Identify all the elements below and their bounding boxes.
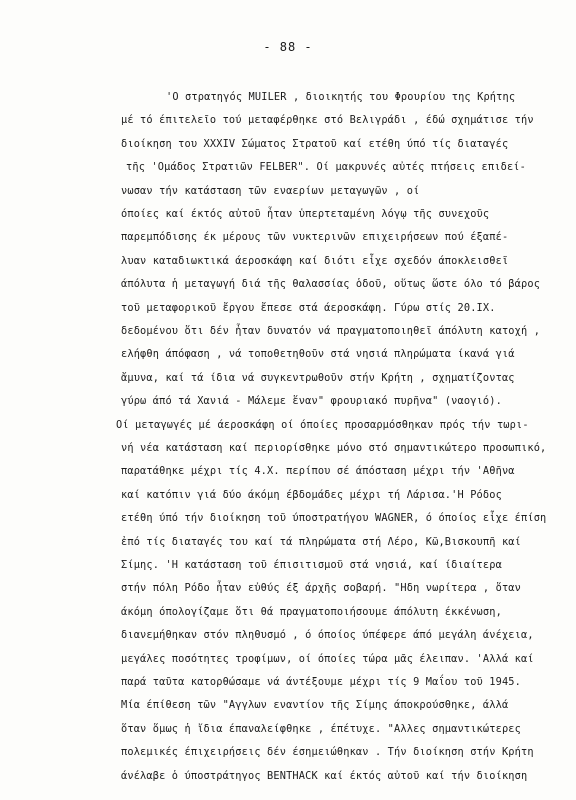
text-line: γύρω άπό τά Χανιά - Μάλεμε ἕναν" φρουριακό πυρῆνα" (ναογιό). (121, 395, 502, 408)
text-line: ελήφθη άπόφαση , νά τοποθετηθοῦν στά νησιά πληρώματα ίκανά γιά (121, 348, 515, 361)
text-line: Οί μεταγωγές μέ άεροσκάφη οί όποίες προσαρμόσθηκαν πρός τήν τωρι- (116, 418, 529, 431)
text-line: παρατάθηκε μέχρι τίς 4.Χ. περίπου σέ άπόσταση μέχρι τήν 'Αθῆνα (121, 465, 515, 478)
text-line: διοίκηση του XXXIV Σώματος Στρατοῦ καί ετέθη ύπό τίς διαταγές (121, 137, 509, 150)
text-line: άπόλυτα ἡ μεταγωγή διά τῆς θαλασσίας ὁδοῦ, οὕτως ὥστε όλο τό βάρος (121, 278, 541, 291)
text-line: μεγάλες ποσότητες τροφίμων, οί όποίες τώρα μᾶς έλειπαν. 'Αλλά καί (121, 652, 534, 665)
text-line: Μία έπίθεση τῶν "Αγγλων εναντίον τῆς Σίμης άποκρούσθηκε, άλλά (121, 699, 509, 712)
text-line: νωσαν τήν κατάσταση τῶν εναερίων μεταγωγῶν , οί (121, 184, 420, 197)
text-line: παρά ταῦτα κατορθώσαμε νά άντέξουμε μέχρι τίς 9 Μαΐου τοῦ 1945. (121, 676, 522, 688)
text-line: παρεμπόδισης έκ μέρους τῶν νυκτερινῶν επιχειρήσεων πού έξαπέ- (121, 231, 509, 244)
text-line: άνέλαβε ὁ ύποστράτηγος BENTHACK καί έκτός αὐτοῦ καί τήν διοίκηση (121, 769, 528, 782)
text-line: στήν πόλη Ρόδο ἦταν εὐθύς έξ άρχῆς σοβαρή. "Ηδη νωρίτερα , ὅταν (121, 582, 522, 595)
text-line: ὅταν ὅμως ἡ ἴδια έπαναλείφθηκε , έπέτυχε. "Αλλες σημαντικώτερες (121, 722, 522, 735)
text-line: μέ τό έπιτελεῖο τού μεταφέρθηκε στό Βελιγράδι , έδώ σχημάτισε τήν (121, 114, 534, 127)
text-line: τοῦ μεταφορικοῦ ἔργου ἔπεσε στά άεροσκάφη. Γύρω στίς 20.ΙΧ. (121, 301, 496, 314)
text-line: ετέθη ύπό τήν διοίκηση τοῦ ύποστρατήγου WAGNER, ό όποίος εἶχε έπίση (121, 512, 547, 525)
page-number: - 88 - (263, 40, 313, 54)
text-line: νή νέα κατάσταση καί περιορίσθηκε μόνο στό σημαντικώτερο προσωπικό, (121, 442, 547, 454)
text-line: δεδομένου ὅτι δέν ἦταν δυνατόν νά πραγματοποιηθεῖ άπόλυτη κατοχή , (121, 325, 541, 337)
text-line: όποίες καί έκτός αὐτοῦ ἦταν ὑπερτεταμένη λόγῳ τῆς συνεχοῦς (121, 208, 490, 220)
text-line: ἐπό τίς διαταγές του καί τά πληρώματα στή Λέρο, Κῶ,Βισκουπῆ καί (121, 535, 522, 548)
text-line: πολεμικές έπιχειρήσεις δέν έσημειώθηκαν . Τήν διοίκηση στήν Κρήτη (121, 746, 534, 759)
text-line: 'Ο στρατηγός MUILER , διοικητής του Φρουρίου της Κρήτης (166, 91, 516, 103)
text-line: Σίμης. 'Η κατάσταση τοῦ έπισιτισμοῦ στά νησιά, καί ίδιαίτερα (121, 559, 502, 571)
text-line: ἄμυνα, καί τά ίδια νά συγκεντρωθοῦν στήν Κρήτη , σχηματίζοντας (121, 371, 515, 384)
text-line: λυαν καταδιωκτικά άεροσκάφη καί διότι εἶχε σχεδόν άποκλεισθεῖ (121, 254, 509, 267)
text-line: διανεμήθηκαν στόν πληθυσμό , ό όποίος ύπέφερε άπό μεγάλη άνέχεια, (121, 629, 534, 642)
text-line: άκόμη όπολογίζαμε ὅτι θά πραγματοποιήσουμε άπόλυτη έκκένωση, (121, 605, 502, 618)
text-line: καί κατόπιν γιά δύο άκόμη έβδομάδες μέχρι τή Λάρισα.'Η Ρόδος (121, 488, 502, 501)
text-line: τῆς 'Ομάδος Στρατιῶν FELBER". Οί μακρυνές αὐτές πτήσεις επιδεί- (126, 161, 527, 174)
